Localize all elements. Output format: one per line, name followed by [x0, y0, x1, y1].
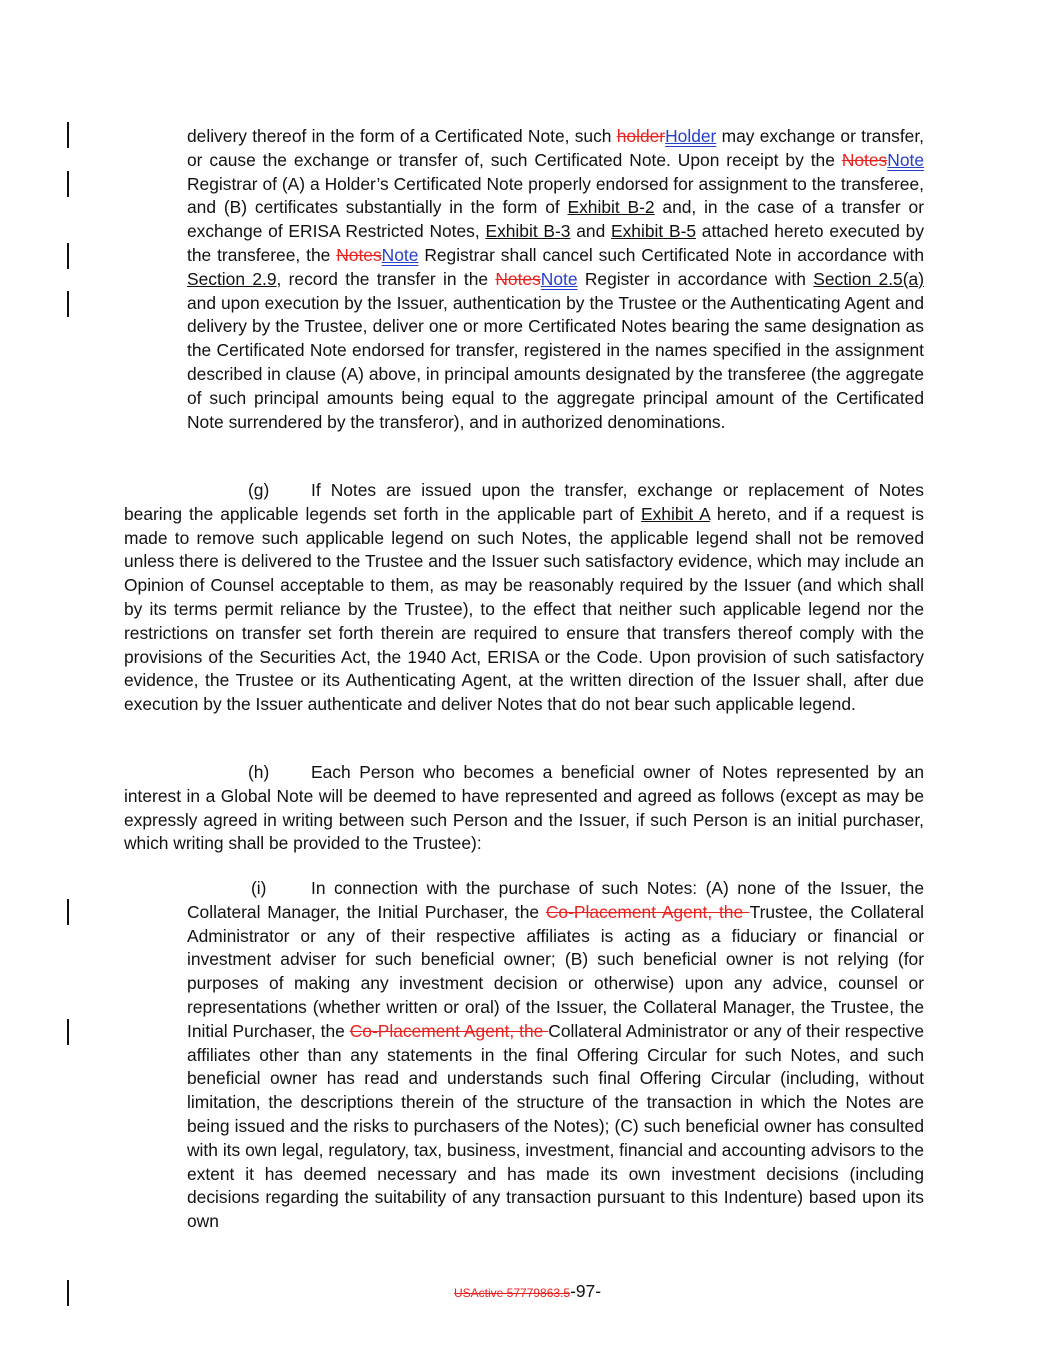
paragraph-h-i: (i) In connection with the purchase of such Notes: (A) none of the Issuer, the Collateral Manager, the Initial Purchaser, the Co-Placement Agent, the Trustee, the Collateral Administrator or any of their respective affiliates is acting as a fiduciary or financial or investment adviser for such beneficial owner; (B) such beneficial owner is not relying (for purposes of making any investment decision or otherwise) upon any advice, counsel or representations (whether written or oral) of the Issuer, the Collateral Manager, the Trustee, the Initial Purchaser, the Co-Placement Agent, the Collateral Administrator or any of their respective affiliates other than any statements in the final Offering Circular for such Notes, and such beneficial owner has read and understands such final Offering Circular (including, without limitation, the descriptions therein of the structure of the transaction in which the Notes are being issued and the risks to purchasers of the Notes); (C) such beneficial owner has consulted with its own legal, regulatory, tax, business, investment, financial and accounting advisors to the extent it has deemed necessary and has made its own investment decisions (including decisions regarding the suitability of any transaction pursuant to this Indenture) based upon its own — [187, 878, 924, 1232]
cross-reference: Section 2.5(a) — [813, 268, 924, 289]
paragraph-f-continued: delivery thereof in the form of a Certificated Note, such holderHolder may exchange or transfer, or cause the exchange or transfer of, such Certificated Note. Upon receipt by the NotesNote Registrar of (A) a Holder’s Certificated Note properly endorsed for assignment to the transferee, and (B) certificates substantially in the form of Exhibit B-2 and, in the case of a transfer or exchange of ERISA Restricted Notes, Exhibit B-3 and Exhibit B-5 attached hereto executed by the transferee, the NotesNote Registrar shall cancel such Certificated Note in accordance with Section 2.9, record the transfer in the NotesNote Register in accordance with Section 2.5(a) and upon execution by the Issuer, authentication by the Trustee or the Authenticating Agent and delivery by the Trustee, deliver one or more Certificated Notes bearing the same designation as the Certificated Note endorsed for transfer, registered in the names specified in the assignment described in clause (A) above, in principal amounts designated by the transferee (the aggregate of such principal amounts being equal to the aggregate principal amount of the Certificated Note surrendered by the transferor), and in authorized denominations. — [187, 126, 925, 432]
page-footer — [0, 1281, 1055, 1302]
deleted-text: Notes — [336, 244, 382, 265]
clause-label: (g) — [248, 480, 270, 500]
change-bar — [67, 1019, 69, 1045]
cross-reference: Section 2.9 — [187, 268, 277, 289]
change-bar — [67, 171, 69, 197]
cross-reference: Exhibit A — [640, 503, 710, 524]
cross-reference: Exhibit B-2 — [567, 197, 655, 218]
change-bar — [67, 291, 69, 317]
change-bar — [67, 243, 69, 269]
change-bar — [67, 899, 69, 925]
deleted-text: Notes — [841, 149, 888, 170]
cross-reference: Exhibit B-3 — [485, 221, 571, 242]
clause-label: (h) — [248, 762, 270, 782]
deleted-text: Co-Placement Agent, the — [545, 901, 750, 922]
paragraph-h: (h) Each Person who becomes a beneficial owner of Notes represented by an interest in a Global Note will be deemed to have represented and agreed as follows (except as may be expressly agreed in writing between such Person and the Issuer, if such Person is an initial purchaser, which writing shall be provided to the Trustee): — [124, 762, 924, 854]
page-number: -97- — [570, 1281, 602, 1301]
deleted-text: Co-Placement Agent, the — [349, 1020, 549, 1041]
inserted-text: Note — [381, 244, 419, 265]
inserted-text: Note — [540, 268, 578, 289]
deleted-text: Notes — [495, 268, 541, 289]
deleted-text: holder — [616, 126, 666, 146]
cross-reference: Exhibit B-5 — [611, 221, 697, 242]
inserted-text: Holder — [665, 126, 717, 146]
paragraph-g: (g) If Notes are issued upon the transfer, exchange or replacement of Notes bearing the applicable legends set forth in the applicable part of Exhibit A hereto, and if a request is made to remove such applicable legend on such Notes, the applicable legend shall not be removed unless there is delivered to the Trustee and the Issuer such satisfactory evidence, which may include an Opinion of Counsel acceptable to them, as may be reasonably required by the Issuer (and which shall by its terms permit reliance by the Trustee), to the effect that neither such applicable legend nor the restrictions on transfer set forth therein are required to ensure that transfers thereof comply with the provisions of the Securities Act, the 1940 Act, ERISA or the Code. Upon provision of such satisfactory evidence, the Trustee or its Authenticating Agent, at the written direction of the Issuer shall, after due execution by the Issuer authenticate and deliver Notes that do not bear such applicable legend. — [124, 480, 924, 715]
inserted-text: Note — [887, 149, 924, 170]
clause-label: (i) — [251, 878, 267, 898]
change-bar — [67, 122, 69, 148]
document-id: USActive 57779863.5 — [453, 1286, 571, 1300]
